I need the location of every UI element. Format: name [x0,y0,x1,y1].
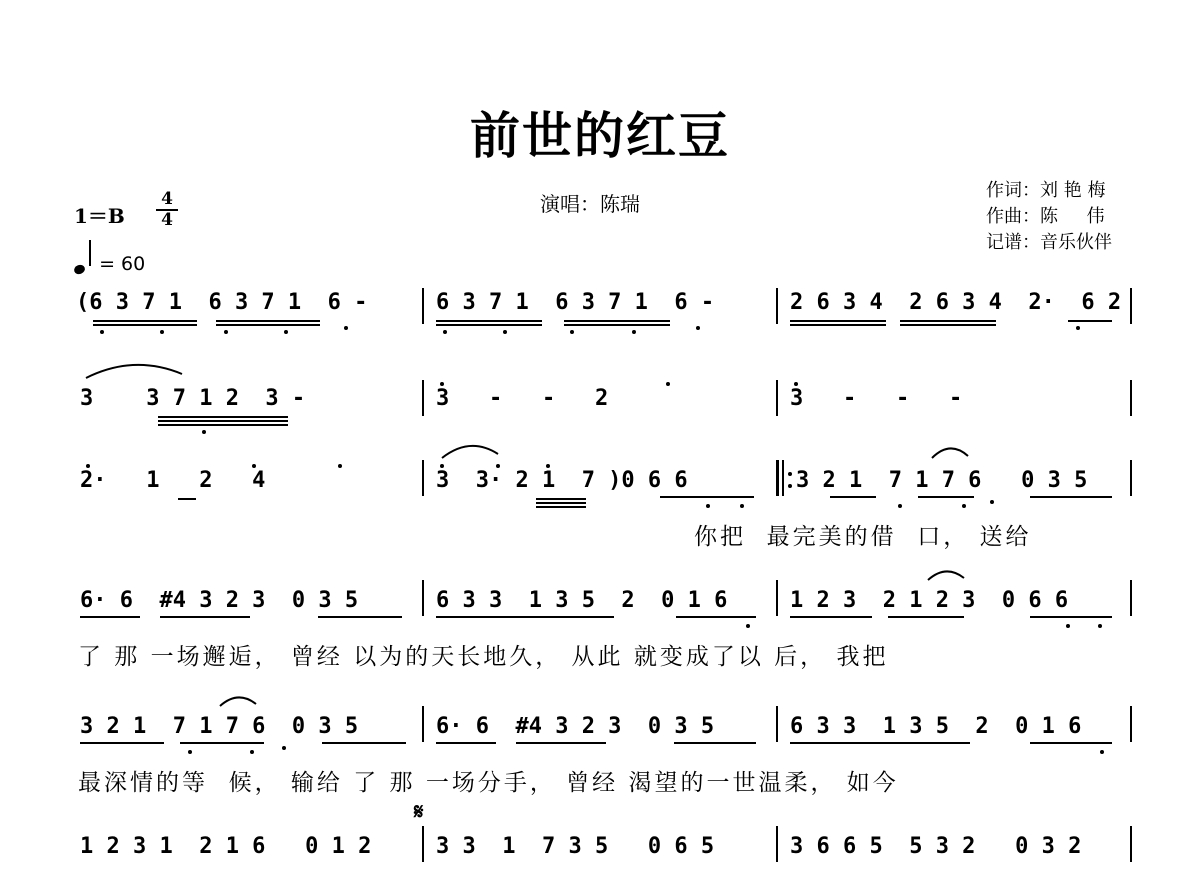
underline [536,502,586,504]
measure-3: 1 2 3 2 1 2 3 0 6 6 [790,588,1069,613]
note-stem [89,240,91,266]
measure-2: 6 3 3 1 3 5 2 0 1 6 [436,588,728,613]
underline [216,324,320,326]
lower-octave-dot [202,430,206,434]
lower-octave-dot [632,330,636,334]
measure-1: 3 3 7 1 2 3 - [80,386,306,411]
underline [1030,616,1112,618]
measure-1: (6 3 7 1 6 3 7 1 6 - [76,290,368,315]
lower-octave-dot [282,746,286,750]
upper-octave-dot [440,464,444,468]
underline [178,498,196,500]
upper-octave-dot [338,464,342,468]
measure-2: 6 3 7 1 6 3 7 1 6 - [436,290,715,315]
underline [536,506,586,508]
meter-top: 4 [161,189,173,209]
lower-octave-dot [160,330,164,334]
underline [158,424,288,426]
upper-octave-dot [86,464,90,468]
upper-octave-dot [440,382,444,386]
underline [436,324,542,326]
lower-octave-dot [188,750,192,754]
underline [790,320,886,322]
lower-octave-dot [570,330,574,334]
underline [900,324,996,326]
underline [1030,496,1112,498]
lyrics-line-2: 了 那 一场邂逅， 曾经 以为的天长地久， 从此 就变成了以 后， 我把 [78,644,889,670]
barline [422,826,424,862]
underline [660,496,754,498]
measure-2: 3 - - 2 [436,386,609,411]
repeat-dot [788,472,792,476]
score-row-6 [0,826,1200,886]
score-row-3 [0,460,1200,520]
slur-tie [926,568,966,582]
lower-octave-dot [100,330,104,334]
barline [1130,288,1132,324]
lower-octave-dot [284,330,288,334]
measure-1: 6· 6 #4 3 2 3 0 3 5 [80,588,359,613]
underline [93,324,197,326]
lower-octave-dot [503,330,507,334]
barline [776,288,778,324]
score-row-5 [0,706,1200,766]
barline [1130,826,1132,862]
lower-octave-dot [898,504,902,508]
lower-octave-dot [962,504,966,508]
underline [564,324,670,326]
tempo-value: = 60 [99,253,146,275]
barline [776,706,778,742]
composer-credit: 作曲：陈 伟 [986,206,1105,227]
lyrics-line-3: 最深情的等 候， 输给 了 那 一场分手， 曾经 渴望的一世温柔， 如今 [78,770,899,796]
barline [422,460,424,496]
time-signature [156,190,178,230]
upper-octave-dot [794,382,798,386]
lower-octave-dot [443,330,447,334]
upper-octave-dot [252,464,256,468]
barline [776,580,778,616]
lower-octave-dot [1100,750,1104,754]
lower-octave-dot [1066,624,1070,628]
underline [216,320,320,322]
score-row-1 [0,288,1200,348]
barline [422,288,424,324]
repeat-dot [788,484,792,488]
measure-3: 3 2 1 7 1 7 6 0 3 5 [796,468,1088,493]
underline [158,416,288,418]
lyricist-credit: 作词：刘 艳 梅 [986,180,1106,201]
measure-1: 3 2 1 7 1 7 6 0 3 5 [80,714,359,739]
underline [674,742,756,744]
lower-octave-dot [224,330,228,334]
measure-2: 6· 6 #4 3 2 3 0 3 5 [436,714,715,739]
underline [564,320,670,322]
measure-2: 3 3 1 7 3 5 0 6 5 [436,834,715,859]
underline [516,742,606,744]
score-row-2 [0,380,1200,440]
underline [436,742,496,744]
underline [900,320,996,322]
lower-octave-dot [706,504,710,508]
measure-1: 2· 1 2 4 [80,468,266,493]
measure-2: 3 3· 2 1 7 )0 6 6 [436,468,688,493]
segno-sign: 𝄋 [414,800,424,825]
barline [1130,380,1132,416]
key-signature: 1＝B [74,204,125,228]
lower-octave-dot [696,326,700,330]
underline [80,742,164,744]
underline [322,742,406,744]
barline [1130,580,1132,616]
underline [180,742,264,744]
slur-tie [440,442,500,460]
upper-octave-dot [546,464,550,468]
barline [776,380,778,416]
lower-octave-dot [740,504,744,508]
measure-3: 2 6 3 4 2 6 3 4 2· 6 2 [790,290,1122,315]
lyrics-line-1: 你把 最完美的借 口， 送给 [694,524,1032,550]
lower-octave-dot [1098,624,1102,628]
barline [422,380,424,416]
measure-3: 6 3 3 1 3 5 2 0 1 6 [790,714,1082,739]
underline [676,616,756,618]
measure-1: 1 2 3 1 2 1 6 0 1 2 [80,834,372,859]
underline [888,616,964,618]
underline [93,320,197,322]
underline [318,616,402,618]
song-title: 前世的红豆 [470,106,730,165]
lower-octave-dot [1076,326,1080,330]
underline [918,496,974,498]
slur-tie [84,360,184,380]
measure-3: 3 - - - [790,386,963,411]
score-row-4 [0,580,1200,640]
barline [776,826,778,862]
measure-3: 3 6 6 5 5 3 2 0 3 2 [790,834,1082,859]
singer-credit: 演唱：陈瑞 [540,192,640,216]
underline [158,420,288,422]
transcriber-credit: 记谱：音乐伙伴 [986,232,1112,253]
barline [422,706,424,742]
underline [1068,320,1112,322]
quarter-note-icon [73,263,86,275]
barline [1130,706,1132,742]
meter-bottom: 4 [156,209,178,230]
barline [422,580,424,616]
slur-tie [930,444,970,460]
repeat-barline [782,460,784,496]
lower-octave-dot [746,624,750,628]
lower-octave-dot [344,326,348,330]
barline [1130,460,1132,496]
underline [1030,742,1112,744]
upper-octave-dot [496,464,500,468]
underline [436,320,542,322]
upper-octave-dot [666,382,670,386]
lower-octave-dot [250,750,254,754]
underline [790,616,872,618]
underline [80,616,140,618]
underline [160,616,250,618]
repeat-barline [776,460,779,496]
slur-tie [218,694,258,708]
underline [436,616,614,618]
credits-block [986,178,1112,256]
lower-octave-dot [990,500,994,504]
underline [790,742,970,744]
underline [830,496,876,498]
tempo-marking [74,244,145,275]
underline [536,498,586,500]
underline [790,324,886,326]
